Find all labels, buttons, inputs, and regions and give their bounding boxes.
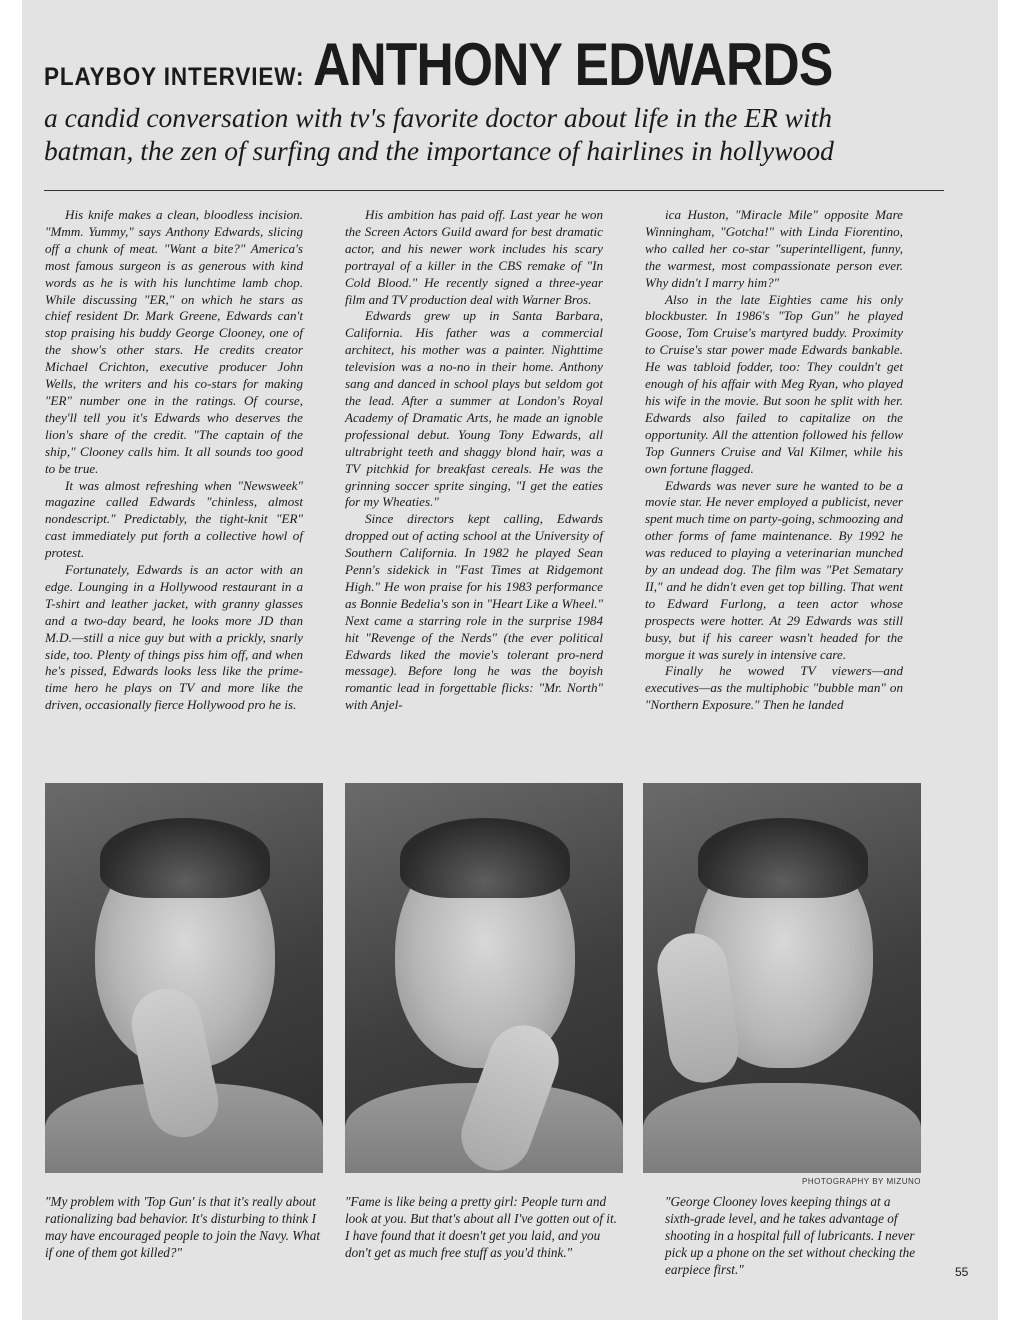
header-divider — [44, 190, 944, 191]
interview-kicker: PLAYBOY INTERVIEW: — [44, 63, 305, 91]
article-header — [44, 30, 944, 167]
photo-credit: PHOTOGRAPHY BY MIZUNO — [802, 1177, 921, 1186]
photo-caption-2: "Fame is like being a pretty girl: People turn and look at you. But that's about all I've gotten out of it. I have found that it doesn't get you laid, and you don't get as much free stuff as you'd think." — [345, 1194, 617, 1260]
paragraph: Also in the late Eighties came his only blockbuster. In 1986's "Top Gun" he played Goose, Tom Cruise's martyred buddy. Proximity to Cruise's star power made Edwards bankable. He was tabloid fodder, too: They couldn't get enough of his affair with Meg Ryan, who played his wife in the movie. But soon he split with her. Edwards also failed to capitalize on the opportunity. All the attention followed his fellow Top Gunners Cruise and Val Kilmer, while his own fortune flagged. — [645, 291, 903, 476]
hair — [400, 818, 570, 898]
text-column-3 — [645, 207, 903, 714]
paragraph: Finally he wowed TV viewers—and executives—as the multiphobic "bubble man" on "Northern Exposure." Then he landed — [645, 663, 903, 713]
portrait-photo-3 — [643, 783, 921, 1173]
subtitle-line-2: batman, the zen of surfing and the importance of hairlines in hollywood — [44, 135, 834, 166]
title-row — [44, 30, 944, 99]
hair — [100, 818, 270, 898]
page-number: 55 — [955, 1265, 969, 1279]
paragraph: It was almost refreshing when "Newsweek" magazine called Edwards "chinless, almost nondescript." Predictably, the tight-knit "ER" cast immediately put forth a collective howl of protest. — [45, 477, 303, 561]
shirt — [643, 1083, 921, 1173]
paragraph: His knife makes a clean, bloodless incision. "Mmm. Yummy," says Anthony Edwards, slicing off a chunk of meat. "Want a bite?" America's most famous surgeon is as generous with kind words as he is with his lunchtime lamb chop. While discussing "ER," on which he stars as chief resident Dr. Mark Greene, Edwards can't stop praising his buddy George Clooney, one of the show's other stars. He credits creator Michael Crichton, executive producer John Wells, the writers and his co-stars for making "ER" number one in the ratings. Of course, they'll tell you it's Edwards who deserves the lion's share of the credit. "The captain of the ship," Clooney calls him. It all sounds too good to be true. — [45, 207, 303, 476]
text-column-2 — [345, 207, 603, 714]
photo-caption-1: "My problem with 'Top Gun' is that it's really about rationalizing bad behavior. It's disturbing to think I may have encouraged people to join the Navy. What if one of them got killed?" — [45, 1194, 321, 1260]
paragraph: Fortunately, Edwards is an actor with an edge. Lounging in a Hollywood restaurant in a T-shirt and leather jacket, with granny glasses and a two-day beard, he looks more JD than M.D.—still a nice guy but with a prickly, snarly side, too. Plenty of things piss him off, and when he's pissed, Edwards looks less like the prime-time hero he plays on TV and more like the driven, occasionally fierce Hollywood pro he is. — [45, 562, 303, 713]
photo-caption-3: "George Clooney loves keeping things at a sixth-grade level, and he takes advantage of shooting in a hospital full of lubricants. I never pick up a phone on the set without checking the earpiece first." — [665, 1194, 916, 1277]
paragraph: His ambition has paid off. Last year he won the Screen Actors Guild award for best dramatic actor, and his newer work includes his scary portrayal of a killer in the CBS remake of "In Cold Blood." He recently signed a three-year film and TV production deal with Warner Bros. — [345, 207, 603, 307]
paragraph: Edwards grew up in Santa Barbara, California. His father was a commercial architect, his mother was a painter. Nighttime television was a no-no in their home. Anthony sang and danced in school plays but seldom got the lead. After a summer at London's Royal Academy of Dramatic Arts, he made an ignoble professional debut. Young Tony Edwards, all ultrabright teeth and shaggy blond hair, was a TV pitchkid for breakfast cereals. He was the grinning soccer sprite singing, "I get the eaties for my Wheaties." — [345, 308, 603, 510]
paragraph: ica Huston, "Miracle Mile" opposite Mare Winningham, "Gotcha!" with Linda Fiorentino, who called her co-star "superintelligent, funny, the warmest, most compassionate person ever. Why didn't I marry him?" — [645, 207, 903, 290]
hair — [698, 818, 868, 898]
paragraph: Edwards was never sure he wanted to be a movie star. He never employed a publicist, never spent much time on party-going, schmoozing and other forms of fame maintenance. By 1992 he was reduced to playing a veterinarian munched by an undead dog. The film was "Pet Sematary II," and he didn't even get top billing. That went to Edward Furlong, a teen actor whose prospects were hotter. At 29 Edwards was still busy, but if his career wasn't headed for the morgue it was surely in intensive care. — [645, 477, 903, 662]
paragraph: Since directors kept calling, Edwards dropped out of acting school at the University of Southern California. In 1982 he played Sean Penn's sidekick in "Fast Times at Ridgemont High." He won praise for his 1983 performance as Bonnie Bedelia's son in "Heart Like a Wheel." Next came a starring role in the surprise 1984 hit "Revenge of the Nerds" (the ever political Edwards liked the movie's tolerant pro-nerd message). Before long he was the boyish romantic lead in forgettable flicks: "Mr. North" with Anjel- — [345, 511, 603, 713]
portrait-photo-2 — [345, 783, 623, 1173]
text-column-1 — [45, 207, 303, 714]
subtitle-line-1: a candid conversation with tv's favorite doctor about life in the ER with — [44, 102, 833, 133]
article-title: ANTHONY EDWARDS — [313, 31, 833, 98]
article-subtitle — [44, 101, 944, 167]
portrait-photo-1 — [45, 783, 323, 1173]
